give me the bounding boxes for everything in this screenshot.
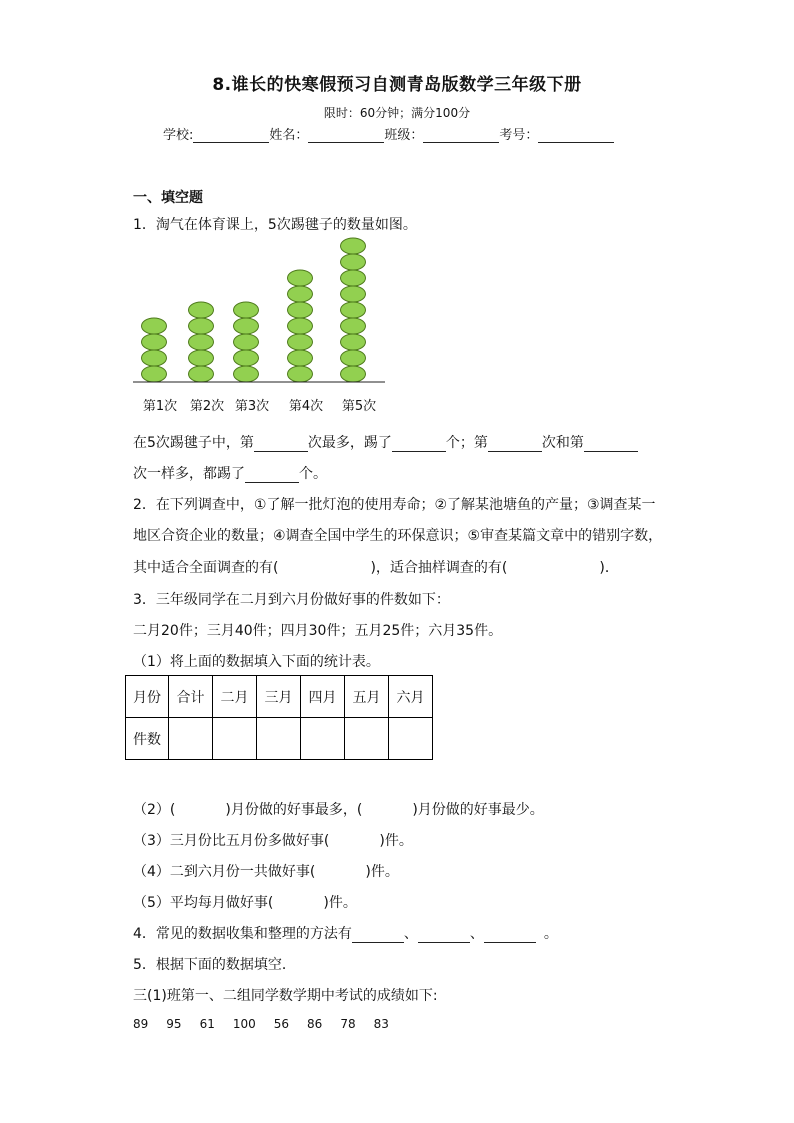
table-header-cell: 五月 [345, 676, 389, 718]
q3-text: （2）( [133, 802, 176, 818]
q1-blank-same-b[interactable] [584, 437, 638, 452]
q1-blank-most[interactable] [254, 437, 308, 452]
table-row-label: 件数 [126, 718, 169, 760]
school-field[interactable] [193, 128, 269, 143]
shuttlecock-mark [341, 286, 366, 302]
score-value: 78 [340, 1017, 356, 1031]
shuttlecock-mark [234, 350, 259, 366]
q3-sub4 [133, 861, 399, 881]
shuttlecock-mark [189, 334, 214, 350]
shuttlecock-mark [288, 350, 313, 366]
table-row [126, 676, 433, 718]
shuttlecock-mark [234, 366, 259, 382]
shuttlecock-mark [189, 366, 214, 382]
score-value: 83 [373, 1017, 389, 1031]
q3-sub5 [133, 892, 357, 912]
shuttlecock-mark [142, 334, 167, 350]
q3-text: )月份做的好事最多，( [225, 802, 363, 818]
shuttlecock-mark [142, 350, 167, 366]
shuttlecock-mark [288, 286, 313, 302]
score-value: 89 [133, 1017, 149, 1031]
shuttlecock-mark [142, 318, 167, 334]
q2-text: )，适合抽样调查的有( [370, 560, 508, 576]
class-field[interactable] [423, 128, 499, 143]
q3-sub3 [133, 830, 413, 850]
table-input-cell[interactable] [301, 718, 345, 760]
table-row [126, 718, 433, 760]
shuttlecock-mark [341, 318, 366, 334]
q3-sub1: （1）将上面的数据填入下面的统计表。 [133, 654, 380, 670]
stats-table [125, 675, 433, 760]
q3-text: （5）平均每月做好事( [133, 895, 274, 911]
q3-stem: 3．三年级同学在二月到六月份做好事的件数如下： [133, 592, 450, 608]
q3-text: （3）三月份比五月份多做好事( [133, 833, 330, 849]
q5-stem: 5．根据下面的数据填空． [133, 957, 296, 973]
q1-blank-same-count[interactable] [245, 468, 299, 483]
number-label: 考号： [499, 128, 539, 143]
q4-text: 4．常见的数据收集和整理的方法有 [133, 926, 352, 942]
score-value: 100 [232, 1017, 256, 1031]
table-header-cell: 三月 [257, 676, 301, 718]
q2-line1: 2．在下列调查中，①了解一批灯泡的使用寿命；②了解某池塘鱼的产量；③调查某一 [133, 497, 656, 513]
shuttlecock-mark [288, 270, 313, 286]
table-input-cell[interactable] [257, 718, 301, 760]
q3-text: )件。 [323, 895, 357, 911]
score-value: 61 [199, 1017, 215, 1031]
class-label: 班级： [384, 128, 424, 143]
table-header-cell: 四月 [301, 676, 345, 718]
shuttlecock-mark [288, 366, 313, 382]
table-input-cell[interactable] [169, 718, 213, 760]
q5-scores [133, 1017, 407, 1031]
time-limit: 限时：60分钟；满分100分 [323, 106, 471, 120]
shuttlecock-mark [341, 366, 366, 382]
score-value: 86 [307, 1017, 323, 1031]
shuttlecock-mark [234, 302, 259, 318]
q3-sub2 [133, 799, 544, 819]
q1-fill-line2 [133, 463, 327, 483]
shuttlecock-mark [234, 318, 259, 334]
shuttlecock-mark [234, 334, 259, 350]
q3-text: )件。 [379, 833, 413, 849]
q2-text: )． [599, 560, 619, 576]
page-title: 8.谁长的快寒假预习自测青岛版数学三年级下册 [212, 75, 582, 95]
q3-text: )月份做的好事最少。 [412, 802, 544, 818]
table-input-cell[interactable] [345, 718, 389, 760]
table-header-cell: 合计 [169, 676, 213, 718]
shuttlecock-mark [341, 254, 366, 270]
q2-line2: 地区合资企业的数量；④调查全国中学生的环保意识；⑤审查某篇文章中的错别字数， [133, 528, 663, 544]
q1-blank-same-a[interactable] [488, 437, 542, 452]
q1-stem: 1．淘气在体育课上，5次踢毽子的数量如图。 [133, 217, 417, 233]
q4-separator: 、 [469, 926, 484, 942]
table-header-cell: 二月 [213, 676, 257, 718]
section-title: 一、填空题 [133, 190, 203, 206]
q1-fill-line1 [133, 432, 638, 452]
table-input-cell[interactable] [213, 718, 257, 760]
shuttlecock-mark [189, 350, 214, 366]
score-value: 56 [273, 1017, 290, 1031]
shuttlecock-mark [341, 270, 366, 286]
q3-text: （4）二到六月份一共做好事( [133, 864, 316, 880]
table-input-cell[interactable] [389, 718, 433, 760]
q1-text: 在5次踢毽子中，第 [133, 435, 254, 451]
q3-data: 二月20件；三月40件；四月30件；五月25件；六月35件。 [133, 623, 503, 639]
q1-text: 次最多，踢了 [307, 435, 392, 451]
table-header-cell: 六月 [389, 676, 433, 718]
student-info-line [163, 124, 614, 143]
q4-line [133, 923, 558, 943]
q4-blank-1[interactable] [352, 928, 404, 943]
shuttlecock-mark [288, 318, 313, 334]
q1-text: 个；第 [445, 435, 488, 451]
q4-separator: 、 [403, 926, 418, 942]
q1-text: 次和第 [541, 435, 584, 451]
school-label: 学校: [163, 128, 194, 143]
shuttlecock-chart [130, 232, 390, 422]
q1-text: 个。 [299, 466, 327, 482]
chart-category-label: 第2次 [189, 399, 225, 414]
name-field[interactable] [308, 128, 384, 143]
chart-category-label: 第1次 [142, 399, 178, 414]
q4-blank-3[interactable] [484, 928, 536, 943]
shuttlecock-mark [341, 350, 366, 366]
score-value: 95 [166, 1017, 182, 1031]
number-field[interactable] [538, 128, 614, 143]
q1-text: 次一样多，都踢了 [133, 466, 245, 482]
chart-category-label: 第3次 [234, 399, 270, 414]
shuttlecock-mark [142, 366, 167, 382]
q1-blank-count[interactable] [392, 437, 446, 452]
shuttlecock-mark [189, 318, 214, 334]
q4-text: 。 [543, 926, 558, 942]
q5-desc: 三(1)班第一、二组同学数学期中考试的成绩如下: [133, 988, 438, 1004]
shuttlecock-mark [189, 302, 214, 318]
chart-category-label: 第5次 [341, 399, 377, 414]
q2-text: 其中适合全面调查的有( [133, 560, 279, 576]
shuttlecock-mark [288, 334, 313, 350]
q3-text: )件。 [365, 864, 399, 880]
q2-line3 [133, 557, 619, 577]
shuttlecock-mark [341, 302, 366, 318]
shuttlecock-mark [341, 238, 366, 254]
table-header-cell: 月份 [126, 676, 169, 718]
chart-category-label: 第4次 [288, 399, 324, 414]
name-label: 姓名： [269, 128, 309, 143]
shuttlecock-mark [288, 302, 313, 318]
shuttlecock-mark [341, 334, 366, 350]
q4-blank-2[interactable] [418, 928, 470, 943]
